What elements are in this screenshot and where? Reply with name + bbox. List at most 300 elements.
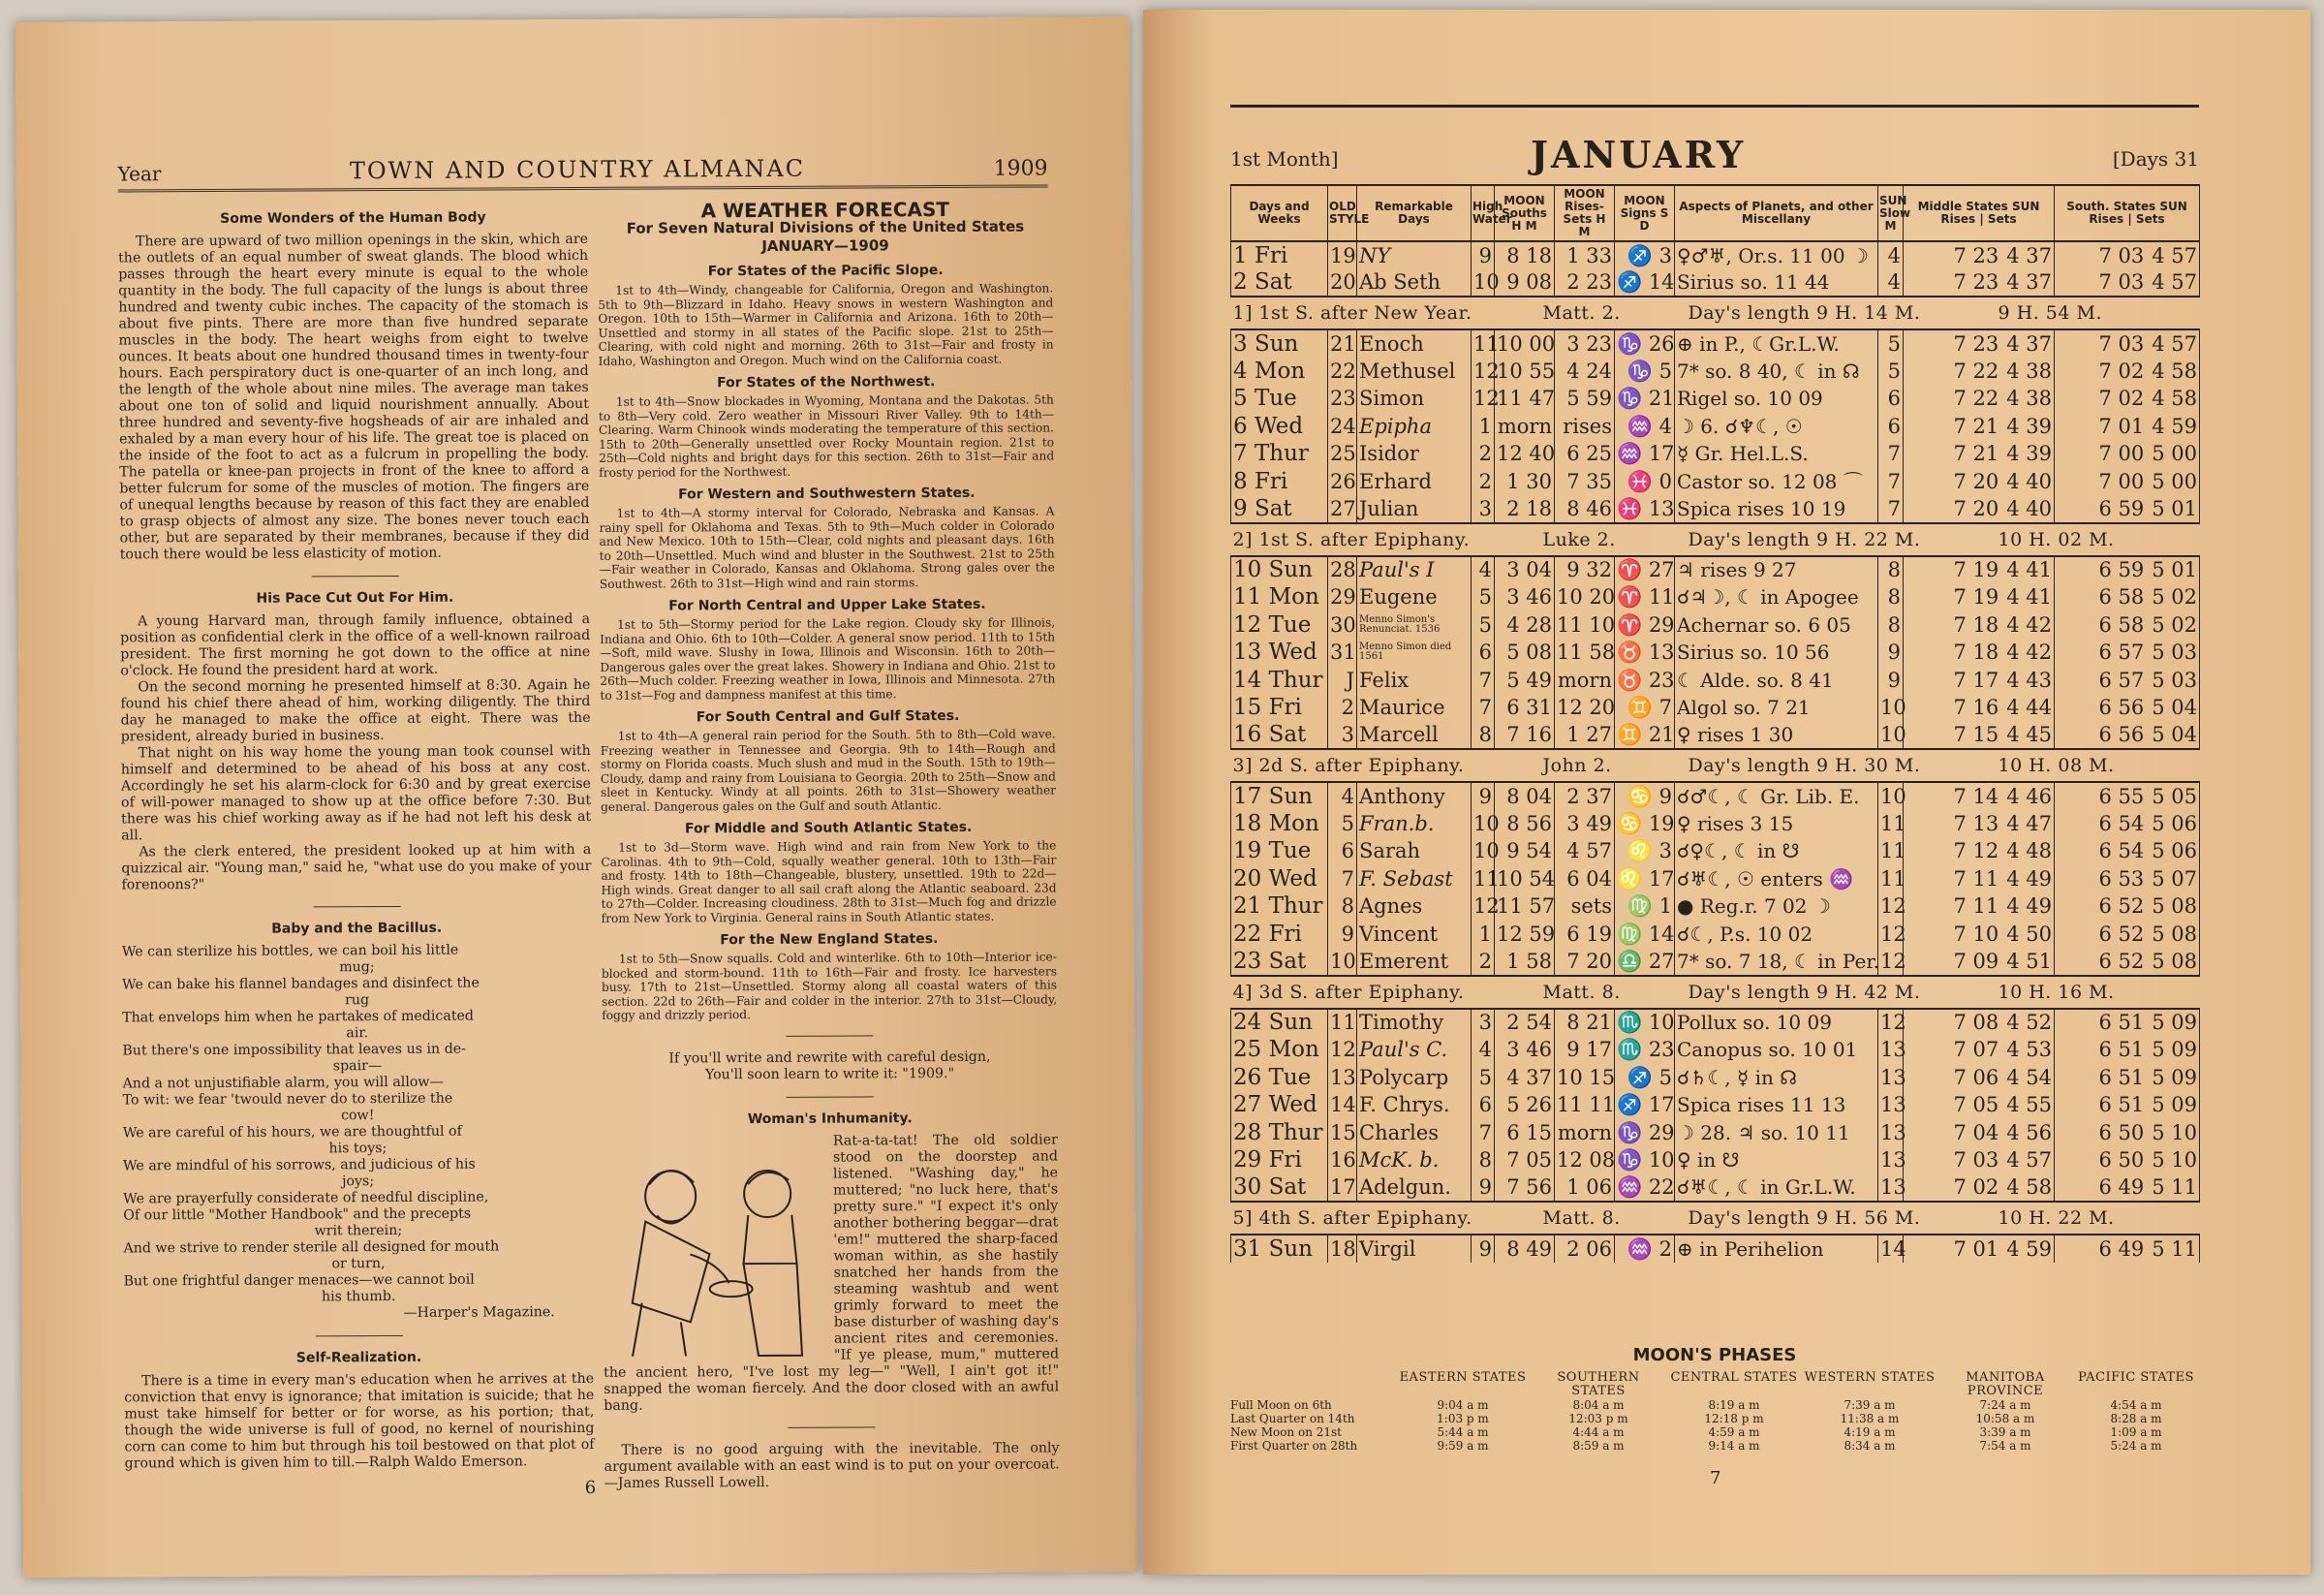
cell-rem: Paul's I — [1357, 556, 1472, 584]
cell-hw: 10 — [1472, 837, 1495, 865]
sun-sets: 4 59 — [2006, 1236, 2052, 1261]
cell-so: 11 47 — [1495, 385, 1555, 413]
cell-slow: 10 — [1878, 782, 1904, 810]
day-row — [1231, 1091, 2200, 1119]
story-body: Rat-a-ta-tat! The old soldier stood on the doorstep and listened. "Washing day," he muttered; "no luck here, that's pretty sure." "I expect it's only another bothering beggar—drat 'em!" muttered the sharp-faced woman within, as she hastily snatched her hands from the steaming washtub and went grimly forward to meet the base disturber of washing day's ancient rites and ceremonies. "If ye please, mum," muttered the ancient hero, "I've lost my leg—" "Well, I ain't got it!" snapped the woman fiercely. And the door closed with an awful bang. — [604, 1131, 1060, 1414]
poem-line: rug — [345, 992, 370, 1009]
sun-sets: 4 51 — [2006, 949, 2052, 973]
cell-asp: ☌♃☽, ☾ in Apogee — [1675, 583, 1878, 611]
cell-os: 19 — [1328, 241, 1357, 269]
sun-rises: 7 00 — [2098, 442, 2145, 466]
sun-sets: 5 03 — [2152, 641, 2197, 665]
sun-sets: 5 05 — [2152, 784, 2197, 808]
sun-rises: 6 51 — [2098, 1065, 2145, 1089]
cell-slow: 7 — [1878, 440, 1904, 468]
middle-states-sun — [1904, 948, 2055, 976]
couplet-line: If you'll write and rewrite with careful design, — [668, 1048, 991, 1067]
sun-sets: 4 57 — [2152, 331, 2197, 356]
month-number: 1st Month] — [1230, 147, 1339, 171]
cell-hw: 12 — [1472, 385, 1495, 413]
cell-rs: 9 32 — [1555, 556, 1615, 584]
cell-so: 6 15 — [1495, 1119, 1555, 1147]
sun-sets: 4 58 — [2006, 1175, 2052, 1200]
day-row — [1231, 892, 2200, 921]
cell-slow: 5 — [1878, 358, 1904, 386]
article-body: There are upward of two million openings in the skin, which are the outlets of an equal number of sweat glands. The blood which passes through the heart every minute is equal to the whole quantity in the body. The full capacity of the lungs is about three hundred and twenty cubic inches. The capacity of the stomach is about five pints. There are more than five hundred separate muscles in the body. The heart weighs from eight to twelve ounces. It beats about one hundred thousand times in twenty-four hours. Each perspiratory duct is one-quarter of an inch long, and the length of the whole about nine miles. The average man takes about one ton of solid and liquid nourishment annually. About three hundred and seventy-five hogsheads of air are inhaled and exhaled by a man every hour of his life. The great toe is placed on the inside of the foot to act as a fulcrum in propelling the body. The patella or knee-pan projects in front of the knee to afford a better fulcrum for some of the muscles of motion. The fingers are of unequal lengths because by reason of this fact they are enabled to grasp objects of almost any size. The bones never touch each other, but are separated by their membranes, because if they did touch there would be less elasticity of motion. — [118, 231, 590, 563]
sun-rises: 6 59 — [2098, 558, 2145, 582]
cell-asp: ☽ 28. ♃ so. 10 11 — [1675, 1119, 1878, 1147]
cell-hw: 5 — [1472, 1064, 1495, 1092]
sun-sets: 4 57 — [2006, 1148, 2052, 1173]
phase-label: New Moon on 21st — [1230, 1425, 1342, 1439]
sun-sets: 4 42 — [2006, 612, 2052, 637]
cell-day: 8 Fri — [1231, 468, 1328, 496]
cell-os: 3 — [1328, 722, 1357, 750]
phase-time: 1:09 a m — [2110, 1425, 2162, 1439]
cell-so: 1 30 — [1495, 468, 1555, 496]
phase-time: 8:59 a m — [1572, 1439, 1625, 1453]
sun-rises: 7 11 — [1953, 866, 1999, 891]
cell-hw: 10 — [1472, 810, 1495, 838]
day-row — [1231, 611, 2200, 640]
day-row — [1231, 921, 2200, 949]
sun-sets: 4 57 — [2152, 243, 2197, 267]
cell-os: 21 — [1328, 329, 1357, 358]
right-page — [1143, 10, 2310, 1575]
sun-rises: 6 50 — [2098, 1120, 2145, 1144]
sun-sets: 4 37 — [2006, 243, 2052, 267]
poem-line: We are prayerfully considerate of needful discipline, — [123, 1189, 489, 1207]
cell-slow: 11 — [1878, 865, 1904, 893]
cell-rs: rises — [1555, 413, 1615, 441]
phase-time: 12:18 p m — [1704, 1412, 1764, 1425]
middle-states-sun — [1904, 1064, 2055, 1092]
phase-time: 9:59 a m — [1437, 1439, 1489, 1453]
cell-day: 6 Wed — [1231, 413, 1328, 441]
sun-rises: 6 58 — [2098, 612, 2145, 637]
cell-so: 3 04 — [1495, 556, 1555, 584]
week-info: 10 H. 16 M. — [1998, 981, 2115, 1003]
cell-rs: 11 11 — [1555, 1091, 1615, 1119]
cell-day: 18 Mon — [1231, 810, 1328, 838]
poem-line: joys; — [342, 1173, 375, 1190]
sun-sets: 5 08 — [2152, 894, 2197, 919]
day-row — [1231, 722, 2200, 750]
cell-asp: Achernar so. 6 05 — [1675, 611, 1878, 640]
cell-asp: ● Reg.r. 7 02 ☽ — [1675, 892, 1878, 921]
south-states-sun — [2055, 1064, 2200, 1092]
cell-rs: 2 23 — [1555, 269, 1615, 297]
cell-rem: Emerent — [1357, 948, 1472, 976]
cell-day: 27 Wed — [1231, 1091, 1328, 1119]
phase-time: 9:04 a m — [1437, 1398, 1489, 1412]
cell-rem: NY — [1357, 241, 1472, 269]
region-header: SOUTHERN STATES — [1557, 1370, 1640, 1398]
page-number: 6 — [584, 1477, 597, 1498]
cell-sg: ♐ 17 — [1615, 1091, 1675, 1119]
week-info: Matt. 2. — [1542, 302, 1621, 324]
sun-rises: 6 54 — [2098, 839, 2145, 863]
cell-day: 31 Sun — [1231, 1235, 1328, 1263]
middle-states-sun — [1904, 241, 2055, 269]
sun-sets: 5 06 — [2152, 811, 2197, 835]
cell-slow: 8 — [1878, 556, 1904, 584]
column-header: Days and Weeks — [1231, 185, 1328, 241]
cell-rem: Vincent — [1357, 921, 1472, 949]
south-states-sun — [2055, 1146, 2200, 1174]
cell-sg: ♎ 27 — [1615, 948, 1675, 976]
cell-so: 12 59 — [1495, 921, 1555, 949]
cell-day: 26 Tue — [1231, 1064, 1328, 1092]
cell-hw: 7 — [1472, 694, 1495, 722]
cell-rem: Sarah — [1357, 837, 1472, 865]
sun-rises: 6 58 — [2098, 585, 2145, 610]
forecast-region-title: For Western and Southwestern States. — [678, 485, 976, 503]
cell-sg: ♒ 22 — [1615, 1174, 1675, 1203]
sun-sets: 5 10 — [2152, 1148, 2197, 1173]
cell-os: 18 — [1328, 1235, 1357, 1263]
sun-rises: 7 12 — [1953, 839, 1999, 863]
sun-sets: 5 09 — [2152, 1065, 2197, 1089]
sun-rises: 7 06 — [1953, 1065, 1999, 1089]
cell-hw: 7 — [1472, 667, 1495, 695]
day-row — [1231, 495, 2200, 523]
cell-hw: 5 — [1472, 583, 1495, 611]
cell-day: 22 Fri — [1231, 921, 1328, 949]
column-header: South. States SUN Rises | Sets — [2055, 185, 2200, 241]
cell-hw: 5 — [1472, 611, 1495, 640]
cell-asp: ♃ rises 9 27 — [1675, 556, 1878, 584]
forecast-regions — [598, 262, 1057, 1022]
sun-sets: 5 04 — [2152, 696, 2197, 720]
week-info: Day's length 9 H. 14 M. — [1688, 302, 1921, 324]
cell-slow: 8 — [1878, 611, 1904, 640]
calendar-table — [1230, 184, 2200, 1263]
day-row — [1231, 1174, 2200, 1203]
cell-os: 11 — [1328, 1009, 1357, 1037]
phase-time: 7:54 a m — [1979, 1439, 2031, 1453]
article-title: Self-Realization. — [295, 1349, 422, 1366]
cell-asp: ♀ in ☋ — [1675, 1146, 1878, 1174]
cell-rs: morn — [1555, 667, 1615, 695]
cell-os: 17 — [1328, 1174, 1357, 1203]
divider — [313, 906, 400, 907]
middle-states-sun — [1904, 865, 2055, 893]
sun-sets: 4 47 — [2006, 811, 2052, 835]
cell-so: 7 56 — [1495, 1174, 1555, 1203]
sun-rises: 7 05 — [1953, 1093, 1999, 1117]
cell-sg: ♈ 29 — [1615, 611, 1675, 640]
sun-sets: 5 00 — [2152, 442, 2197, 466]
forecast-region-text: 1st to 5th—Stormy period for the Lake region. Cloudy sky for Illinois, Indiana and Ohio. 6th to 10th—Colder. A general snow period. 11th to 15th—Soft, mild wave. Slushy in Iowa, Illinois and Wisconsin. 16th to 20th—Dangerous gales over the great lakes. Showery in Indiana and Ohio. 21st to 26th—Much colder. Freezing weather in Iowa, Illinois and Minnesota. 27th to 31st—Fog and dampness manifest at this time. — [600, 615, 1056, 703]
sun-sets: 5 11 — [2152, 1236, 2197, 1261]
middle-states-sun — [1904, 639, 2055, 667]
cell-slow: 10 — [1878, 694, 1904, 722]
cell-day: 10 Sun — [1231, 556, 1328, 584]
cell-asp: ☌♀☾, ☾ in ☋ — [1675, 837, 1878, 865]
poem-attribution: —Harper's Magazine. — [403, 1304, 555, 1321]
middle-states-sun — [1904, 1036, 2055, 1064]
cell-os: 14 — [1328, 1091, 1357, 1119]
middle-states-sun — [1904, 583, 2055, 611]
cell-rem: Ab Seth — [1357, 269, 1472, 297]
middle-states-sun — [1904, 722, 2055, 750]
cell-hw: 9 — [1472, 1174, 1495, 1203]
sun-sets: 4 40 — [2006, 496, 2052, 520]
poem-line: But one frightful danger menaces—we cannot boil — [123, 1271, 475, 1290]
cell-slow: 13 — [1878, 1119, 1904, 1147]
divider — [788, 1426, 875, 1427]
cell-asp: ☌♅☾, ☉ enters ♒ — [1675, 865, 1878, 893]
cell-slow: 13 — [1878, 1174, 1904, 1203]
cell-so: 9 54 — [1495, 837, 1555, 865]
cell-rs: sets — [1555, 892, 1615, 921]
cell-rs: 2 37 — [1555, 782, 1615, 810]
cell-os: 30 — [1328, 611, 1357, 640]
cell-os: 20 — [1328, 269, 1357, 297]
day-row — [1231, 1036, 2200, 1064]
south-states-sun — [2055, 837, 2200, 865]
week-info: 1] 1st S. after New Year. — [1232, 302, 1472, 324]
poem-title: Baby and the Bacillus. — [271, 920, 443, 937]
calendar-header — [1230, 124, 2199, 176]
forecast-region-text: 1st to 4th—Snow blockades in Wyoming, Montana and the Dakotas. 5th to 8th—Very cold. Zero weather in Missouri River Valley. 9th to 14th—Clearing. Warm Chinook winds moderating the temperature of this section. 15th to 20th—Generally unsettled over Rocky Mountain region. 21st to 25th—Cold nights and bright days for this section. 26th to 31st—Fair and frosty period for the Northwest. — [598, 392, 1055, 480]
cell-day: 9 Sat — [1231, 495, 1328, 523]
sun-sets: 4 48 — [2006, 839, 2052, 863]
cell-day: 13 Wed — [1231, 639, 1328, 667]
cell-slow: 10 — [1878, 722, 1904, 750]
middle-states-sun — [1904, 810, 2055, 838]
poem-line: That envelops him when he partakes of medicated — [122, 1008, 475, 1026]
middle-states-sun — [1904, 1174, 2055, 1203]
south-states-sun — [2055, 667, 2200, 695]
cell-hw: 12 — [1472, 892, 1495, 921]
sun-sets: 5 03 — [2152, 668, 2197, 692]
cell-rs: 2 06 — [1555, 1235, 1615, 1263]
day-row — [1231, 1235, 2200, 1263]
cell-rs: 1 06 — [1555, 1174, 1615, 1203]
cell-rem: McK. b. — [1357, 1146, 1472, 1174]
sun-sets: 4 45 — [2006, 723, 2052, 747]
week-info: Day's length 9 H. 42 M. — [1688, 981, 1921, 1003]
left-column — [118, 203, 595, 1473]
column-header: MOON Souths H M — [1495, 185, 1555, 241]
cell-os: 31 — [1328, 639, 1357, 667]
cell-rem: Menno Simon's Renunciat. 1536 — [1357, 611, 1472, 640]
day-row — [1231, 1146, 2200, 1174]
cell-asp: ☌♂☾, ☾ Gr. Lib. E. — [1675, 782, 1878, 810]
cell-day: 29 Fri — [1231, 1146, 1328, 1174]
middle-states-sun — [1904, 413, 2055, 441]
middle-states-sun — [1904, 329, 2055, 358]
phase-time: 4:59 a m — [1708, 1425, 1760, 1439]
cell-os: 27 — [1328, 495, 1357, 523]
cell-so: 5 26 — [1495, 1091, 1555, 1119]
cell-os: 5 — [1328, 810, 1357, 838]
cell-rs: 12 20 — [1555, 694, 1615, 722]
cell-sg: ♑ 26 — [1615, 329, 1675, 358]
cell-slow: 4 — [1878, 241, 1904, 269]
cell-rs: 3 23 — [1555, 329, 1615, 358]
cell-hw: 2 — [1472, 440, 1495, 468]
cell-rem: Simon — [1357, 385, 1472, 413]
cell-sg: ♋ 9 — [1615, 782, 1675, 810]
south-states-sun — [2055, 865, 2200, 893]
week-info: 9 H. 54 M. — [1998, 302, 2102, 324]
sun-sets: 4 41 — [2006, 558, 2052, 582]
forecast-subtitle: For Seven Natural Divisions of the United States — [626, 217, 1025, 237]
moon-phases-title: MOON'S PHASES — [1632, 1345, 1797, 1365]
cell-slow: 13 — [1878, 1091, 1904, 1119]
cell-so: 2 18 — [1495, 495, 1555, 523]
cell-slow: 12 — [1878, 892, 1904, 921]
cell-so: 8 18 — [1495, 241, 1555, 269]
sun-sets: 4 58 — [2152, 359, 2197, 383]
cell-day: 16 Sat — [1231, 722, 1328, 750]
sun-rises: 6 50 — [2098, 1148, 2145, 1173]
south-states-sun — [2055, 329, 2200, 358]
forecast-region-title: For the New England States. — [720, 931, 939, 949]
sun-rises: 7 02 — [1953, 1175, 1999, 1200]
sun-rises: 7 09 — [1953, 949, 1999, 973]
cell-hw: 4 — [1472, 1036, 1495, 1064]
cell-os: 26 — [1328, 468, 1357, 496]
cell-sg: ♏ 23 — [1615, 1036, 1675, 1064]
cell-so: 8 49 — [1495, 1235, 1555, 1263]
week-info: Matt. 8. — [1542, 981, 1621, 1003]
phase-time: 8:04 a m — [1572, 1398, 1625, 1412]
cell-so: 11 57 — [1495, 892, 1555, 921]
cell-day: 30 Sat — [1231, 1174, 1328, 1203]
cell-so: 4 37 — [1495, 1064, 1555, 1092]
sun-sets: 4 39 — [2006, 442, 2052, 466]
south-states-sun — [2055, 358, 2200, 386]
cell-rem: Felix — [1357, 667, 1472, 695]
article-title: Woman's Inhumanity. — [747, 1110, 913, 1127]
poem-line: And we strive to render sterile all designed for mouth — [123, 1238, 500, 1257]
cell-asp: Sirius so. 10 56 — [1675, 639, 1878, 667]
south-states-sun — [2055, 611, 2200, 640]
cell-asp: ⊕ in Perihelion — [1675, 1235, 1878, 1263]
cell-rem: Polycarp — [1357, 1064, 1472, 1092]
phase-time: 10:58 a m — [1975, 1412, 2035, 1425]
sun-rises: 6 49 — [2098, 1236, 2145, 1261]
cell-rem: Anthony — [1357, 782, 1472, 810]
cell-rem: Timothy — [1357, 1009, 1472, 1037]
cell-slow: 7 — [1878, 495, 1904, 523]
sun-sets: 5 09 — [2152, 1011, 2197, 1035]
cell-slow: 6 — [1878, 413, 1904, 441]
cell-slow: 4 — [1878, 269, 1904, 297]
sun-rises: 7 04 — [1953, 1120, 1999, 1144]
cell-asp: ☽ 6. ☌♆☾, ☉ — [1675, 413, 1878, 441]
cell-rs: 9 17 — [1555, 1036, 1615, 1064]
cell-hw: 9 — [1472, 782, 1495, 810]
middle-states-sun — [1904, 1146, 2055, 1174]
middle-states-sun — [1904, 892, 2055, 921]
sun-rises: 7 10 — [1953, 922, 1999, 946]
week-header-row — [1231, 1202, 2200, 1235]
cell-slow: 9 — [1878, 667, 1904, 695]
cell-sg: ♊ 7 — [1615, 694, 1675, 722]
cell-asp: Castor so. 12 08 ⌒ — [1675, 468, 1878, 496]
cell-slow: 12 — [1878, 948, 1904, 976]
sun-sets: 5 01 — [2152, 558, 2197, 582]
forecast-region-title: For South Central and Gulf States. — [696, 707, 960, 726]
column-header: SUN Slow M — [1878, 185, 1904, 241]
south-states-sun — [2055, 639, 2200, 667]
poem-line: his thumb. — [321, 1288, 396, 1305]
cell-rem: F. Sebast — [1357, 865, 1472, 893]
sun-sets: 4 49 — [2006, 866, 2052, 891]
cell-rs: 8 21 — [1555, 1009, 1615, 1037]
cell-rem: Erhard — [1357, 468, 1472, 496]
sun-rises: 7 19 — [1953, 558, 1999, 582]
cell-hw: 8 — [1472, 1146, 1495, 1174]
cell-rem: Virgil — [1357, 1235, 1472, 1263]
week-header-row — [1231, 976, 2200, 1009]
sun-sets: 4 58 — [2152, 387, 2197, 411]
cell-day: 19 Tue — [1231, 837, 1328, 865]
cell-sg: ♈ 11 — [1615, 583, 1675, 611]
cell-day: 14 Thur — [1231, 667, 1328, 695]
poem — [122, 942, 594, 1307]
cell-rem: Isidor — [1357, 440, 1472, 468]
middle-states-sun — [1904, 1119, 2055, 1147]
cell-rem: Agnes — [1357, 892, 1472, 921]
sun-rises: 6 54 — [2098, 811, 2145, 835]
cell-day: 11 Mon — [1231, 583, 1328, 611]
day-row — [1231, 639, 2200, 667]
almanac-title: TOWN AND COUNTRY ALMANAC — [349, 154, 806, 185]
cell-hw: 4 — [1472, 556, 1495, 584]
sun-rises: 7 23 — [1953, 243, 1999, 267]
cell-os: 29 — [1328, 583, 1357, 611]
cell-os: 10 — [1328, 948, 1357, 976]
cell-day: 4 Mon — [1231, 358, 1328, 386]
phase-label: Last Quarter on 14th — [1230, 1412, 1355, 1425]
cell-asp: Canopus so. 10 01 — [1675, 1036, 1878, 1064]
region-header: MANITOBA PROVINCE — [1966, 1370, 2045, 1398]
day-row — [1231, 782, 2200, 810]
cell-rs: 8 46 — [1555, 495, 1615, 523]
cell-sg: ♐ 14 — [1615, 269, 1675, 297]
cell-rs: 10 15 — [1555, 1064, 1615, 1092]
south-states-sun — [2055, 810, 2200, 838]
sun-rises: 6 56 — [2098, 723, 2145, 747]
poem-line: or turn, — [331, 1256, 386, 1272]
cell-sg: ♑ 29 — [1615, 1119, 1675, 1147]
sun-rises: 7 15 — [1953, 723, 1999, 747]
sun-rises: 7 00 — [2098, 469, 2145, 493]
poem-line: Of our little "Mother Handbook" and the precepts — [123, 1205, 472, 1224]
phase-time: 4:54 a m — [2110, 1398, 2162, 1412]
sun-rises: 6 57 — [2098, 641, 2145, 665]
cell-rem: Julian — [1357, 495, 1472, 523]
sun-rises: 7 23 — [1953, 270, 1999, 295]
cell-os: 8 — [1328, 892, 1357, 921]
poem-line: cow! — [341, 1108, 375, 1124]
article-title: His Pace Cut Out For Him. — [256, 589, 454, 607]
day-row — [1231, 385, 2200, 413]
cell-asp: ♀ rises 3 15 — [1675, 810, 1878, 838]
sun-sets: 4 38 — [2006, 359, 2052, 383]
week-info: 10 H. 02 M. — [1998, 528, 2115, 550]
sun-rises: 7 23 — [1953, 331, 1999, 356]
cell-day: 20 Wed — [1231, 865, 1328, 893]
cell-os: 12 — [1328, 1036, 1357, 1064]
cell-sg: ♌ 3 — [1615, 837, 1675, 865]
